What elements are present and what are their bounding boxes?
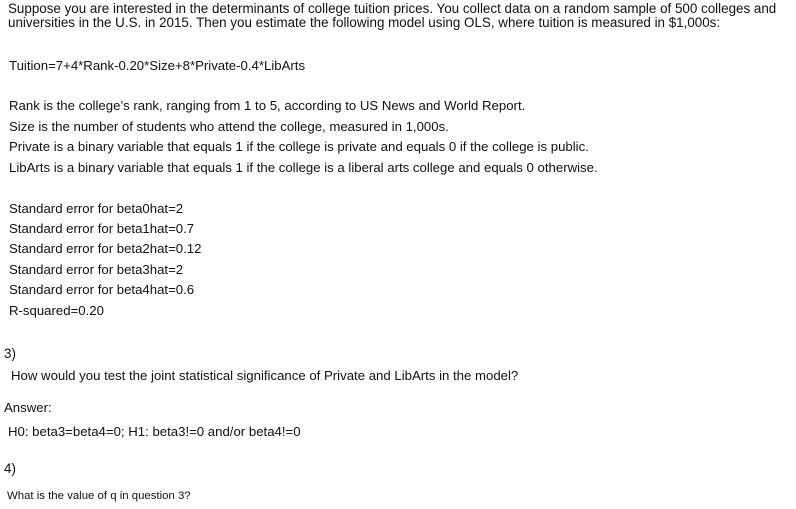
- definition-size: Size is the number of students who attend the college, measured in 1,000s.: [9, 119, 449, 134]
- model-equation: Tuition=7+4*Rank-0.20*Size+8*Private-0.4*LibArts: [9, 58, 306, 73]
- stat-se-beta1: Standard error for beta1hat=0.7: [9, 221, 195, 236]
- question-3-text: How would you test the joint statistical significance of Private and LibArts in the model?: [11, 368, 519, 383]
- answer-text: H0: beta3=beta4=0; H1: beta3!=0 and/or beta4!=0: [8, 424, 301, 439]
- definition-private: Private is a binary variable that equals 1 if the college is private and equals 0 if the college is public.: [9, 139, 589, 154]
- intro-line-1: Suppose you are interested in the determinants of college tuition prices. You collect data on a random sample of 500 colleges and: [8, 1, 777, 16]
- question-4-number: 4): [4, 461, 16, 476]
- stat-r-squared: R-squared=0.20: [9, 303, 104, 318]
- stat-se-beta4: Standard error for beta4hat=0.6: [9, 282, 195, 297]
- stat-se-beta0: Standard error for beta0hat=2: [9, 201, 184, 216]
- stat-se-beta3: Standard error for beta3hat=2: [9, 262, 184, 277]
- question-4-text: What is the value of q in question 3?: [7, 490, 191, 502]
- stat-se-beta2: Standard error for beta2hat=0.12: [9, 241, 202, 256]
- definition-libarts: LibArts is a binary variable that equals 1 if the college is a liberal arts college and equals 0 otherwise.: [9, 160, 598, 175]
- definition-rank: Rank is the college’s rank, ranging from 1 to 5, according to US News and World Report.: [9, 98, 526, 113]
- question-3-number: 3): [4, 346, 16, 361]
- answer-label: Answer:: [4, 400, 52, 415]
- intro-line-2: universities in the U.S. in 2015. Then you estimate the following model using OLS, where tuition is measured in $1,000s:: [8, 15, 721, 30]
